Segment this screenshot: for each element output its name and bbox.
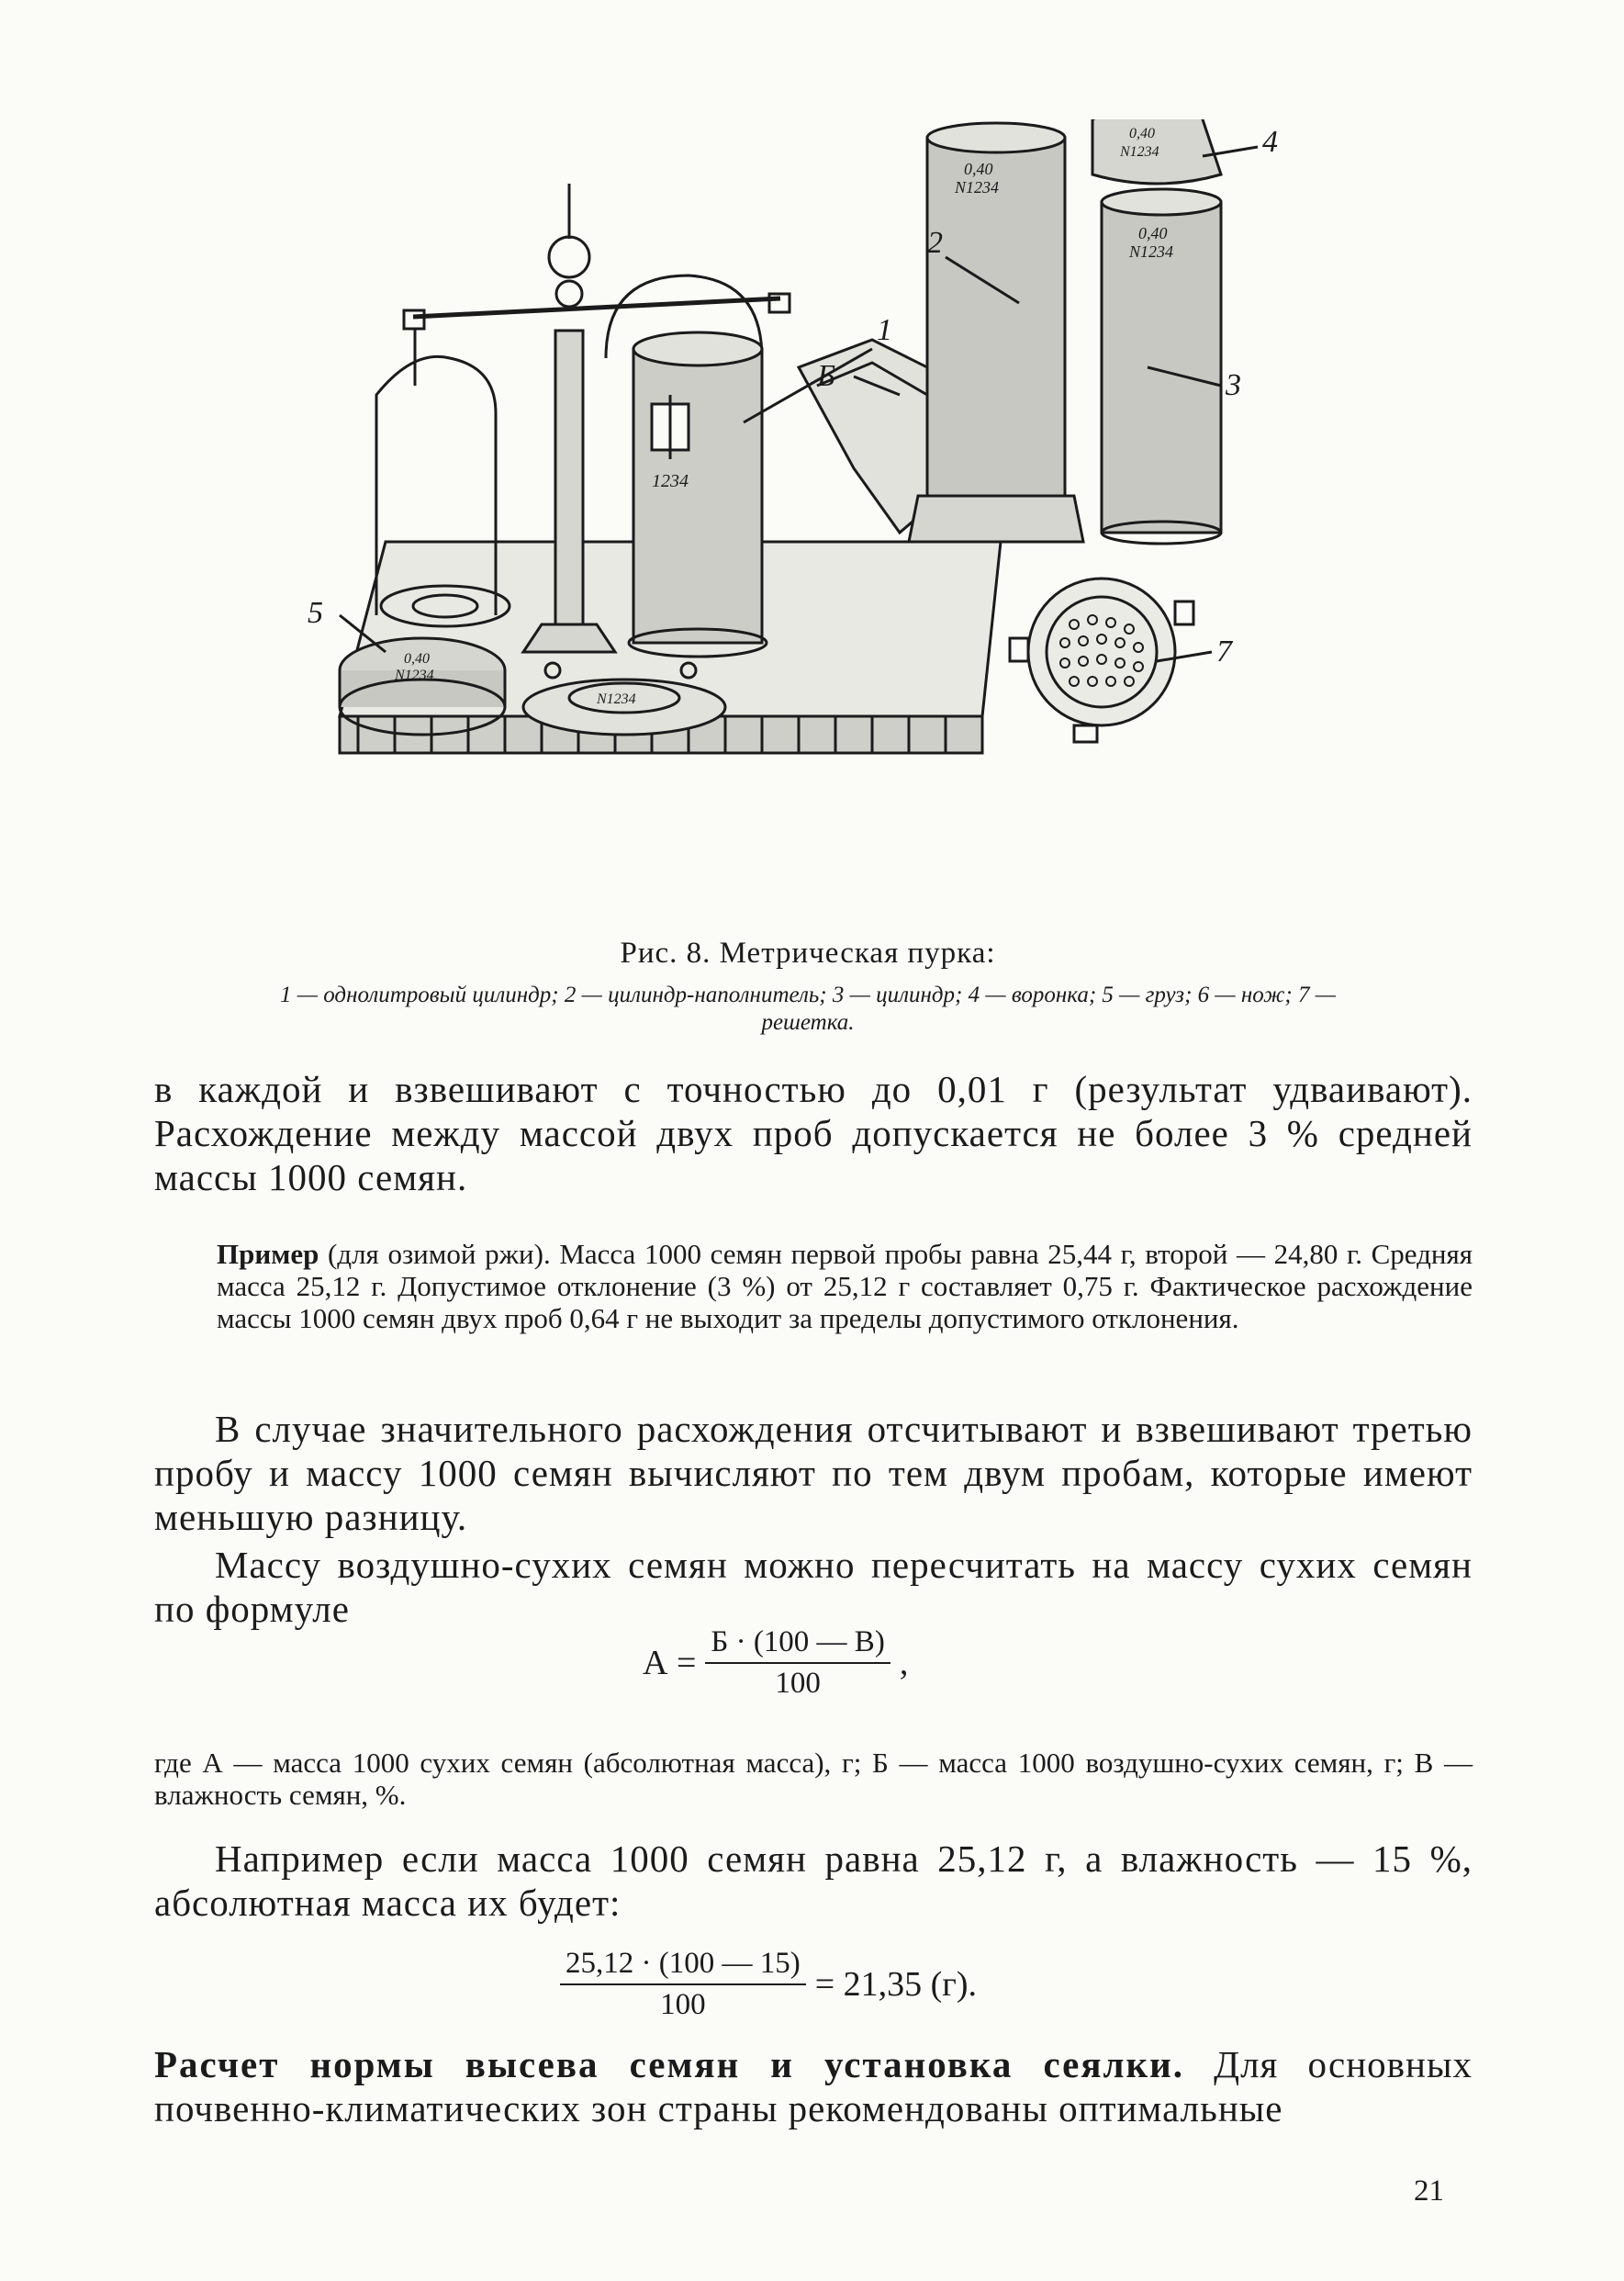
formula-absolute-mass [643, 1625, 908, 1701]
caption-title: Рис. 8. Метрическая пурка: [620, 937, 996, 970]
paragraph-2: В случае значительного расхождения отсчитывают и взвешивают третью пробу и массу 1000 семян вычисляют по тем двум пробам, которые имеют меньшую разницу. [154, 1408, 1473, 1538]
example-label: Пример [217, 1238, 319, 1270]
formula2-denominator: 100 [660, 1988, 706, 2021]
paragraph-5 [154, 2042, 1473, 2130]
svg-text:N1234: N1234 [395, 668, 434, 683]
formula-legend: где А — масса 1000 сухих семян (абсолютная масса), г; Б — масса 1000 воздушно-сухих семян, г; В — влажность семян, %. [154, 1747, 1473, 1811]
svg-text:N1234: N1234 [955, 178, 1000, 197]
formula1-lhs: А = [643, 1644, 697, 1682]
callout-1: 1 [877, 313, 892, 347]
formula1-numerator: Б · (100 — В) [705, 1625, 890, 1664]
section-heading: Расчет нормы высева семян и установка сеялки. [154, 2043, 1185, 2085]
svg-text:N1234: N1234 [597, 691, 636, 707]
paragraph-3: Массу воздушно-сухих семян можно пересчитать на массу сухих семян по формуле [154, 1544, 1473, 1630]
formula1-tail: , [899, 1644, 909, 1682]
formula1-fraction [705, 1625, 890, 1701]
page-number: 21 [1414, 2174, 1444, 2208]
formula2-numerator: 25,12 · (100 — 15) [560, 1947, 806, 1985]
paragraph-4: Например если масса 1000 семян равна 25,12 г, а влажность — 15 %, абсолютная масса их будет: [154, 1837, 1473, 1924]
callout-3: 3 [1226, 368, 1241, 402]
example-text: (для озимой ржи). Масса 1000 семян первой пробы равна 25,44 г, второй — 24,80 г. Средняя масса 25,12 г. Допустимое отклонение (3 %) от 25,12 г составляет 0,75 г. Фактическое расхождение массы 1000 семян двух проб 0,64 г не выходит за пределы допустимого отклонения. [217, 1238, 1473, 1334]
svg-text:N1234: N1234 [1120, 144, 1159, 160]
formula-example [551, 1947, 977, 2022]
paragraph-1: в каждой и взвешивают с точностью до 0,01 г (результат удваивают). Расхождение между массой двух проб допускается не более 3 % средней массы 1000 семян. [154, 1068, 1473, 1198]
cylinder-3 [1102, 189, 1221, 544]
callout-7: 7 [1216, 635, 1232, 669]
cylinder-2 [909, 123, 1083, 542]
svg-text:0,40: 0,40 [1138, 224, 1168, 242]
caption-legend: 1 — однолитровый цилиндр; 2 — цилиндр-наполнитель; 3 — цилиндр; 4 — воронка; 5 — груз; 6 — нож; 7 — решетка. [280, 983, 1336, 1035]
formula2-fraction [560, 1947, 806, 2022]
paragraph-5-text: Для основных почвенно-климатических зон страны рекомендованы оптимальные [154, 2043, 1473, 2129]
callout-6: Б [817, 359, 836, 393]
example-block [217, 1238, 1473, 1334]
svg-text:N1234: N1234 [1129, 242, 1174, 261]
svg-text:0,40: 0,40 [964, 160, 993, 178]
funnel-4 [1092, 119, 1221, 184]
figure-caption [211, 937, 1405, 1037]
callout-2: 2 [927, 226, 943, 260]
figure-metric-purka [303, 119, 1322, 918]
callout-5: 5 [308, 596, 323, 630]
svg-text:1234: 1234 [652, 471, 689, 491]
svg-text:0,40: 0,40 [1129, 126, 1155, 141]
formula2-rhs: = 21,35 (г). [814, 1965, 978, 2004]
formula1-denominator: 100 [775, 1667, 821, 1700]
svg-text:0,40: 0,40 [404, 651, 430, 667]
callout-4: 4 [1262, 125, 1278, 159]
